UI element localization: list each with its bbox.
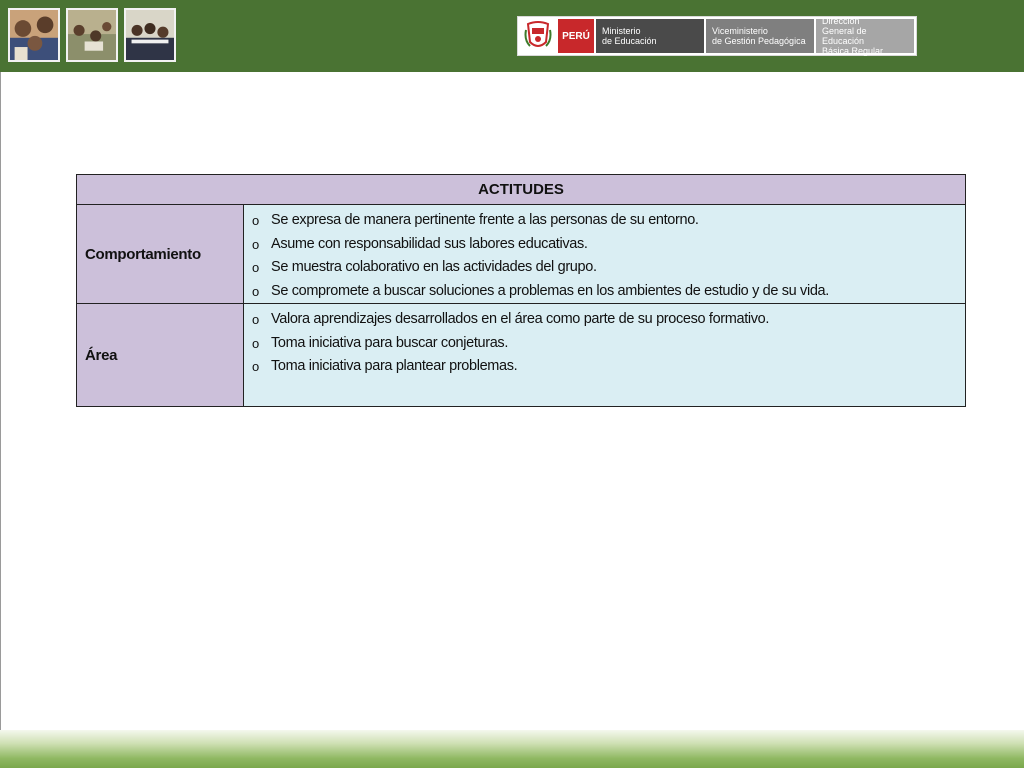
students-photo	[124, 8, 176, 62]
direction-label: Dirección General de Educación Básica Regular	[816, 19, 914, 53]
classroom-photo	[66, 8, 118, 62]
row-items-area	[244, 304, 966, 407]
list-item: o Toma iniciativa para buscar conjeturas.	[252, 332, 965, 356]
viceministry-label: Viceministerio de Gestión Pedagógica	[706, 19, 814, 53]
table-row	[77, 304, 966, 407]
list-item: o Se muestra colaborativo en las actividades del grupo.	[252, 256, 965, 280]
bullet-icon: o	[252, 283, 259, 299]
ministry-logo	[517, 16, 917, 56]
actitudes-table	[76, 174, 966, 407]
list-item: o Toma iniciativa para plantear problemas.	[252, 355, 965, 379]
footer-gradient-band	[0, 730, 1024, 768]
bullet-icon: o	[252, 236, 259, 252]
bullet-icon: o	[252, 260, 259, 275]
table-title-row	[77, 175, 966, 205]
peru-label: PERÚ	[558, 19, 594, 53]
row-items-comportamiento	[244, 205, 966, 304]
table-row	[77, 205, 966, 304]
bullet-icon: o	[252, 213, 259, 228]
bullet-icon: o	[252, 312, 259, 327]
list-item: o Asume con responsabilidad sus labores educativas.	[252, 233, 965, 257]
coat-of-arms-icon	[520, 19, 556, 53]
children-photo	[8, 8, 60, 62]
bullet-icon: o	[252, 359, 259, 374]
list-item: o Se compromete a buscar soluciones a problemas en los ambientes de estudio y de su vida.	[252, 280, 965, 304]
row-label-area: Área	[77, 304, 244, 407]
row-label-comportamiento: Comportamiento	[77, 205, 244, 304]
list-item: o Se expresa de manera pertinente frente a las personas de su entorno.	[252, 209, 965, 233]
left-border-line	[0, 72, 1, 732]
bullet-icon: o	[252, 335, 259, 351]
list-item: o Valora aprendizajes desarrollados en el área como parte de su proceso formativo.	[252, 308, 965, 332]
table-title: ACTITUDES	[77, 175, 966, 205]
header-band	[0, 0, 1024, 72]
ministry-label: Ministerio de Educación	[596, 19, 704, 53]
